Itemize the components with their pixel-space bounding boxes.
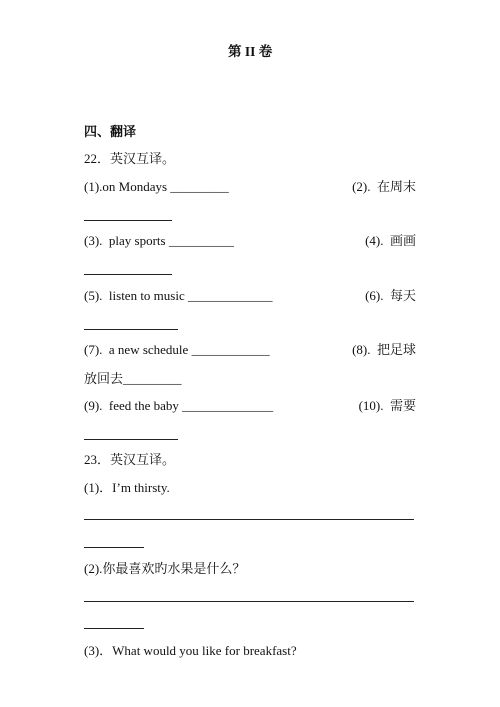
q22-item-8: (8). 把足球 — [352, 342, 416, 357]
q23-item-3: (3)．What would you like for breakfast? — [84, 643, 297, 658]
q22-item-5: (5). listen to music _____________ — [84, 288, 273, 303]
answer-line — [84, 547, 144, 548]
q22-item-3: (3). play sports __________ — [84, 233, 234, 248]
page-title: 第 II 卷 — [228, 44, 273, 59]
q23-item-2: (2).你最喜欢旳水果是什么？ — [84, 561, 246, 576]
q22-item-10: (10). 需要 — [358, 398, 416, 413]
section-heading: 四、翻译 — [84, 124, 137, 139]
answer-line — [84, 220, 172, 221]
answer-line — [84, 439, 178, 440]
q22-item-2: (2). 在周末 — [352, 179, 416, 194]
answer-line — [84, 274, 172, 275]
question-22-heading: 22．英汉互译。 — [84, 151, 176, 166]
answer-line — [84, 519, 414, 520]
q22-item-8-continued: 放回去_________ — [84, 371, 182, 386]
question-23-heading: 23．英汉互译。 — [84, 452, 176, 467]
q22-item-6: (6). 每天 — [365, 288, 416, 303]
q23-item-1: (1)．I’m thirsty. — [84, 480, 170, 495]
q22-item-7: (7). a new schedule ____________ — [84, 342, 270, 357]
q22-item-9: (9). feed the baby ______________ — [84, 398, 274, 413]
answer-line — [84, 329, 178, 330]
q22-item-4: (4). 画画 — [365, 233, 416, 248]
q22-item-1: (1).on Mondays _________ — [84, 179, 229, 194]
answer-line — [84, 601, 414, 602]
answer-line — [84, 628, 144, 629]
